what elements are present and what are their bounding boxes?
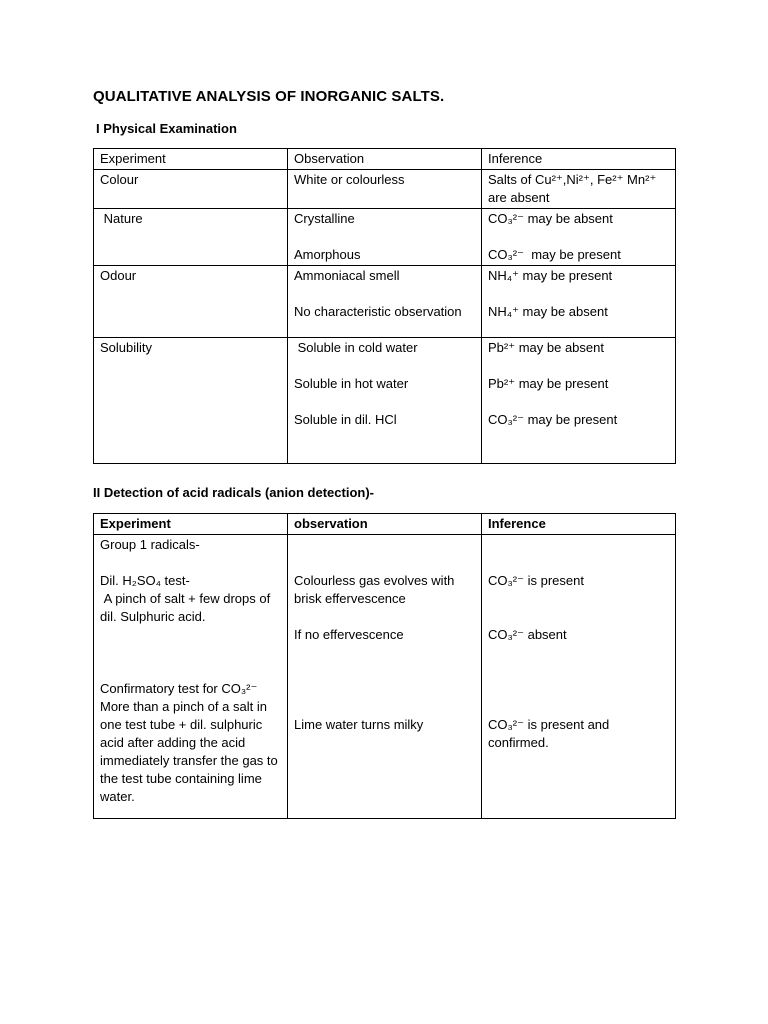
observation-text: White or colourless [294,172,405,187]
physical-examination-table [93,148,676,464]
inference-text: Pb²⁺ may be present [488,376,609,391]
inference-text: NH₄⁺ may be absent [488,304,608,319]
column-header-observation: Observation [288,149,482,170]
test-name: Dil. H₂SO₄ test- [100,573,190,588]
page-title: QUALITATIVE ANALYSIS OF INORGANIC SALTS. [93,88,445,105]
confirmatory-test-procedure: More than a pinch of a salt in one test tube + dil. sulphuric acid after adding the acid immediately transfer the gas to the test tube containing lime water. [100,699,278,804]
group-label: Group 1 radicals- [100,537,200,552]
inference-text: CO₃²⁻ absent [488,627,567,642]
column-header-experiment: Experiment [94,514,288,535]
experiment-cell [94,535,288,819]
experiment-cell: Odour [94,266,288,338]
observation-text: Soluble in hot water [294,376,409,391]
table-row [94,535,676,819]
observation-text: Lime water turns milky [294,717,424,732]
acid-radicals-table [93,513,676,819]
inference-cell [482,170,676,209]
observation-cell [288,170,482,209]
test-procedure: A pinch of salt + few drops of dil. Sulphuric acid. [100,591,274,624]
inference-text: Pb²⁺ may be absent [488,340,604,355]
observation-text: Amorphous [294,247,361,262]
table-row [94,209,676,266]
observation-cell [288,338,482,464]
column-header-experiment: Experiment [94,149,288,170]
observation-cell [288,209,482,266]
observation-text: No characteristic observation [294,304,462,319]
observation-text: If no effervescence [294,627,404,642]
experiment-cell: Colour [94,170,288,209]
inference-text: CO₃²⁻ is present and confirmed. [488,717,610,750]
observation-text: Colourless gas evolves with brisk effervescence [294,573,455,606]
inference-text: CO₃²⁻ may be present [488,247,621,262]
table-header-row [94,149,676,170]
section-heading-physical-examination: I Physical Examination [96,121,237,136]
section-heading-acid-radicals: II Detection of acid radicals (anion detection)- [93,485,374,500]
observation-text: Soluble in cold water [294,340,418,355]
observation-cell [288,535,482,819]
experiment-cell: Solubility [94,338,288,464]
inference-cell [482,266,676,338]
column-header-inference: Inference [482,149,676,170]
column-header-observation: observation [288,514,482,535]
table-row [94,266,676,338]
observation-text: Soluble in dil. HCl [294,412,397,427]
inference-cell [482,209,676,266]
observation-cell [288,266,482,338]
confirmatory-test-name: Confirmatory test for CO₃²⁻ [100,681,258,696]
table-header-row [94,514,676,535]
inference-text: CO₃²⁻ is present [488,573,584,588]
inference-text: CO₃²⁻ may be present [488,412,618,427]
inference-text: Salts of Cu²⁺,Ni²⁺, Fe²⁺ Mn²⁺ are absent [488,172,657,205]
table-row [94,170,676,209]
table-row [94,338,676,464]
inference-cell [482,338,676,464]
inference-cell [482,535,676,819]
observation-text: Crystalline [294,211,355,226]
experiment-cell: Nature [94,209,288,266]
observation-text: Ammoniacal smell [294,268,400,283]
inference-text: CO₃²⁻ may be absent [488,211,613,226]
inference-text: NH₄⁺ may be present [488,268,613,283]
column-header-inference: Inference [482,514,676,535]
